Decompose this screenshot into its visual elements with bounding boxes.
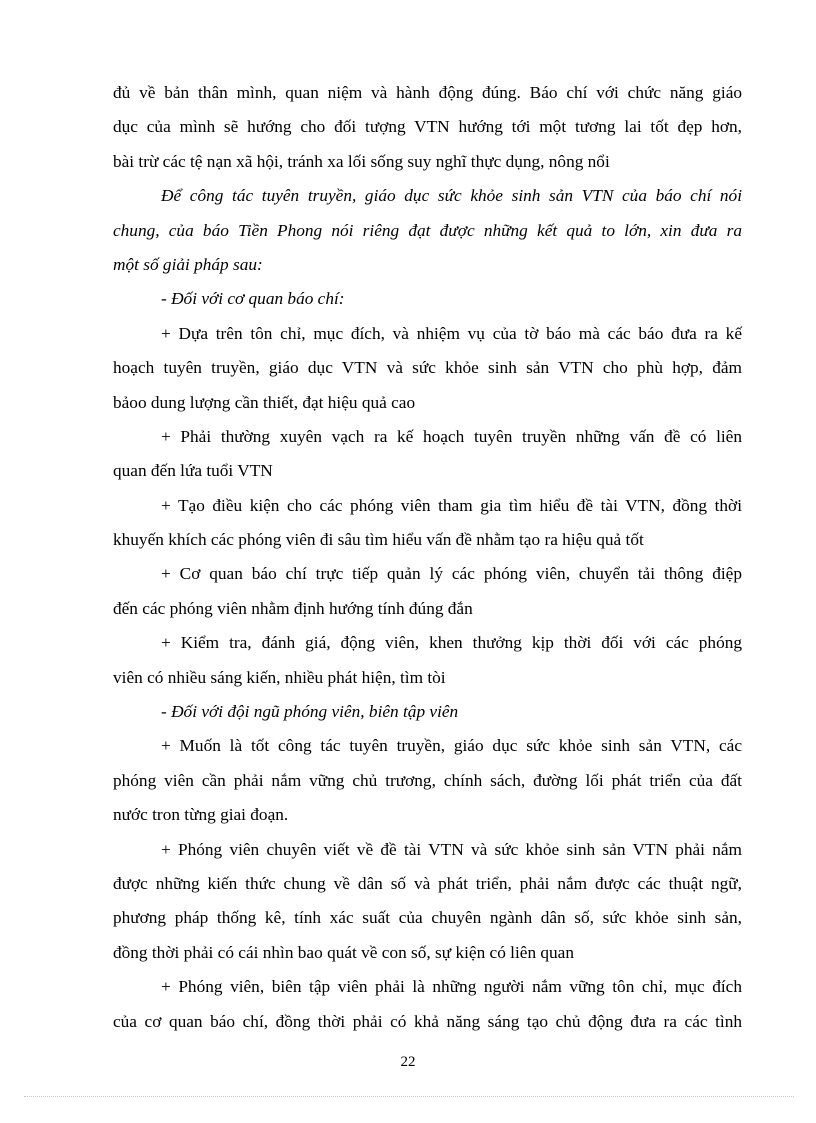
text-line: Để công tác tuyên truyền, giáo dục sức khỏe sinh sản VTN của báo chí nói <box>161 186 742 206</box>
paragraph <box>113 317 742 420</box>
document-body <box>113 76 742 1039</box>
text-line: đủ về bản thân mình, quan niệm và hành động đúng. Báo chí với chức năng giáo <box>113 83 742 102</box>
paragraph <box>113 282 742 316</box>
text-line: + Muốn là tốt công tác tuyên truyền, giáo dục sức khỏe sinh sản VTN, các <box>161 736 742 756</box>
text-line: - Đối với đội ngũ phóng viên, biên tập viên <box>161 702 459 722</box>
text-line: của cơ quan báo chí, đồng thời phải có khả năng sáng tạo chủ động đưa ra các tình <box>113 1011 742 1031</box>
text-line: nước tron từng giai đoạn. <box>113 805 289 825</box>
paragraph <box>113 626 742 695</box>
text-line: phóng viên cần phải nắm vững chủ trương, chính sách, đường lối phát triển của đất <box>113 770 742 790</box>
text-line: được những kiến thức chung về dân số và phát triển, phải nắm được các thuật ngữ, <box>113 873 742 893</box>
text-line: + Phóng viên, biên tập viên phải là những người nắm vững tôn chỉ, mục đích <box>161 977 742 997</box>
text-line: bài trừ các tệ nạn xã hội, tránh xa lối sống suy nghĩ thực dụng, nông nổi <box>113 151 610 171</box>
text-line: dục của mình sẽ hướng cho đối tượng VTN hướng tới một tương lai tốt đẹp hơn, <box>113 117 742 137</box>
page-bottom-divider <box>24 1096 794 1097</box>
text-line: + Tạo điều kiện cho các phóng viên tham gia tìm hiểu đề tài VTN, đồng thời <box>161 495 742 515</box>
text-line: đồng thời phải có cái nhìn bao quát về con số, sự kiện có liên quan <box>113 942 574 962</box>
page-number: 22 <box>400 1054 416 1070</box>
text-line: phương pháp thống kê, tính xác suất của chuyên ngành dân số, sức khỏe sinh sản, <box>113 908 742 928</box>
text-line: quan đến lứa tuổi VTN <box>113 461 273 481</box>
paragraph <box>113 557 742 626</box>
paragraph <box>113 489 742 558</box>
text-line: viên có nhiều sáng kiến, nhiều phát hiện, tìm tòi <box>113 667 446 687</box>
text-line: + Dựa trên tôn chỉ, mục đích, và nhiệm vụ của tờ báo mà các báo đưa ra kế <box>161 323 742 343</box>
text-line: một số giải pháp sau: <box>113 254 263 274</box>
text-line: + Kiểm tra, đánh giá, động viên, khen thưởng kịp thời đối với các phóng <box>161 633 742 653</box>
paragraph <box>113 76 742 179</box>
paragraph <box>113 695 742 729</box>
paragraph <box>113 179 742 282</box>
text-line: bảoo dung lượng cần thiết, đạt hiệu quả cao <box>113 392 416 412</box>
paragraph <box>113 970 742 1039</box>
paragraph <box>113 420 742 489</box>
text-line: hoạch tuyên truyền, giáo dục VTN và sức khỏe sinh sản VTN cho phù hợp, đảm <box>113 358 742 378</box>
text-line: chung, của báo Tiền Phong nói riêng đạt được những kết quả to lớn, xin đưa ra <box>113 220 742 240</box>
text-line: khuyến khích các phóng viên đi sâu tìm hiểu vấn đề nhằm tạo ra hiệu quả tốt <box>113 530 644 550</box>
text-line: đến các phóng viên nhằm định hướng tính đúng đắn <box>113 598 473 618</box>
text-line: + Cơ quan báo chí trực tiếp quản lý các phóng viên, chuyển tải thông điệp <box>161 564 742 584</box>
text-line: + Phóng viên chuyên viết về đề tài VTN và sức khỏe sinh sản VTN phải nắm <box>161 839 742 859</box>
paragraph <box>113 833 742 971</box>
paragraph <box>113 729 742 832</box>
text-line: + Phải thường xuyên vạch ra kế hoạch tuyên truyền những vấn đề có liên <box>161 426 742 446</box>
text-line: - Đối với cơ quan báo chí: <box>161 289 345 309</box>
